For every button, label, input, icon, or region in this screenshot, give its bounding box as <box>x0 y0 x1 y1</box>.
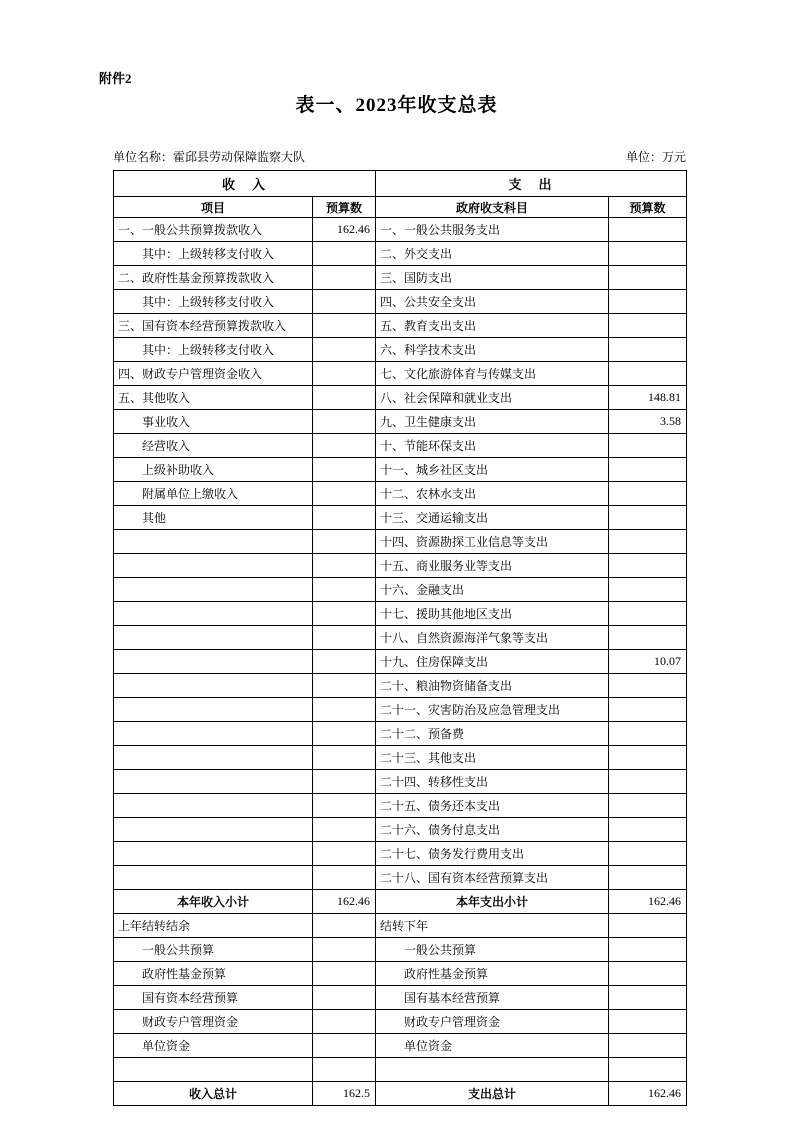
expense-item-cell: 财政专户管理资金 <box>376 1010 609 1034</box>
expense-budget-cell <box>609 722 687 746</box>
table-row <box>114 458 687 482</box>
table-row <box>114 962 687 986</box>
income-budget-cell <box>313 770 376 794</box>
meta-row <box>113 148 686 165</box>
expense-budget-cell <box>609 986 687 1010</box>
expense-item-cell: 本年支出小计 <box>376 890 609 914</box>
expense-item-cell: 七、文化旅游体育与传媒支出 <box>376 362 609 386</box>
expense-budget-cell: 162.46 <box>609 1082 687 1106</box>
income-item-cell <box>114 794 313 818</box>
income-budget-cell <box>313 386 376 410</box>
expense-item-cell <box>376 1058 609 1082</box>
table-row <box>114 818 687 842</box>
income-item-cell <box>114 866 313 890</box>
income-budget-cell <box>313 242 376 266</box>
income-item-cell: 财政专户管理资金 <box>114 1010 313 1034</box>
income-item-column-header: 项目 <box>114 197 313 218</box>
expense-budget-cell <box>609 242 687 266</box>
expense-budget-cell <box>609 674 687 698</box>
expense-budget-cell <box>609 530 687 554</box>
income-item-cell <box>114 674 313 698</box>
expense-item-cell: 政府性基金预算 <box>376 962 609 986</box>
income-budget-cell <box>313 458 376 482</box>
expense-item-cell: 一、一般公共服务支出 <box>376 218 609 242</box>
table-row <box>114 626 687 650</box>
income-budget-cell <box>313 938 376 962</box>
table-row <box>114 938 687 962</box>
expense-budget-cell <box>609 866 687 890</box>
expense-budget-cell <box>609 794 687 818</box>
expense-item-cell: 二十、粮油物资储备支出 <box>376 674 609 698</box>
table-row <box>114 1010 687 1034</box>
table-row <box>114 314 687 338</box>
income-item-cell: 事业收入 <box>114 410 313 434</box>
income-budget-cell <box>313 1034 376 1058</box>
income-item-cell: 五、其他收入 <box>114 386 313 410</box>
income-item-cell <box>114 722 313 746</box>
income-item-cell: 经营收入 <box>114 434 313 458</box>
expense-item-cell: 九、卫生健康支出 <box>376 410 609 434</box>
expense-item-cell: 二十三、其他支出 <box>376 746 609 770</box>
income-item-cell <box>114 578 313 602</box>
income-section-header: 收 入 <box>114 171 376 197</box>
income-item-cell <box>114 602 313 626</box>
expense-item-cell: 十四、资源勘探工业信息等支出 <box>376 530 609 554</box>
income-budget-cell <box>313 842 376 866</box>
expense-item-cell: 十、节能环保支出 <box>376 434 609 458</box>
expense-item-cell: 二十二、预备费 <box>376 722 609 746</box>
expense-budget-cell <box>609 434 687 458</box>
table-row <box>114 794 687 818</box>
expense-budget-cell: 148.81 <box>609 386 687 410</box>
table-row <box>114 866 687 890</box>
income-budget-cell: 162.46 <box>313 218 376 242</box>
income-budget-cell <box>313 962 376 986</box>
table-row <box>114 530 687 554</box>
expense-item-cell: 十七、援助其他地区支出 <box>376 602 609 626</box>
income-budget-cell <box>313 722 376 746</box>
expense-budget-cell <box>609 338 687 362</box>
expense-budget-cell <box>609 746 687 770</box>
income-budget-cell <box>313 1010 376 1034</box>
income-item-cell: 二、政府性基金预算拨款收入 <box>114 266 313 290</box>
expense-budget-cell <box>609 554 687 578</box>
income-item-cell: 上年结转结余 <box>114 914 313 938</box>
table-row <box>114 578 687 602</box>
expense-budget-cell <box>609 914 687 938</box>
expense-item-cell: 三、国防支出 <box>376 266 609 290</box>
income-budget-cell <box>313 482 376 506</box>
income-budget-cell <box>313 410 376 434</box>
expense-item-cell: 二十七、债务发行费用支出 <box>376 842 609 866</box>
income-item-cell <box>114 650 313 674</box>
income-budget-cell <box>313 866 376 890</box>
expense-budget-cell <box>609 938 687 962</box>
expense-budget-cell <box>609 266 687 290</box>
table-row <box>114 410 687 434</box>
expense-budget-cell <box>609 602 687 626</box>
expense-budget-cell <box>609 818 687 842</box>
expense-item-cell: 五、教育支出支出 <box>376 314 609 338</box>
table-row <box>114 1034 687 1058</box>
expense-budget-cell <box>609 482 687 506</box>
table-row <box>114 722 687 746</box>
column-header-row <box>114 197 687 218</box>
table-row <box>114 554 687 578</box>
expense-item-cell: 二、外交支出 <box>376 242 609 266</box>
expense-section-header: 支 出 <box>376 171 687 197</box>
expense-item-cell: 四、公共安全支出 <box>376 290 609 314</box>
expense-budget-cell <box>609 314 687 338</box>
income-item-cell: 其中：上级转移支付收入 <box>114 338 313 362</box>
expense-item-cell: 二十四、转移性支出 <box>376 770 609 794</box>
income-item-cell <box>114 770 313 794</box>
expense-budget-cell <box>609 962 687 986</box>
income-item-cell <box>114 698 313 722</box>
income-budget-cell <box>313 818 376 842</box>
income-item-cell: 本年收入小计 <box>114 890 313 914</box>
income-budget-cell <box>313 626 376 650</box>
income-item-cell: 一、一般公共预算拨款收入 <box>114 218 313 242</box>
table-row <box>114 242 687 266</box>
expense-item-cell: 二十五、债务还本支出 <box>376 794 609 818</box>
expense-item-cell: 一般公共预算 <box>376 938 609 962</box>
income-budget-cell <box>313 530 376 554</box>
expense-item-cell: 十二、农林水支出 <box>376 482 609 506</box>
expense-item-cell: 结转下年 <box>376 914 609 938</box>
income-budget-cell <box>313 338 376 362</box>
expense-item-column-header: 政府收支科目 <box>376 197 609 218</box>
expense-item-cell: 支出总计 <box>376 1082 609 1106</box>
income-budget-cell <box>313 914 376 938</box>
income-budget-cell <box>313 602 376 626</box>
expense-budget-cell <box>609 842 687 866</box>
expense-item-cell: 十六、金融支出 <box>376 578 609 602</box>
expense-budget-cell: 162.46 <box>609 890 687 914</box>
income-budget-cell <box>313 290 376 314</box>
table-row <box>114 914 687 938</box>
expense-budget-cell <box>609 506 687 530</box>
expense-item-cell: 十五、商业服务业等支出 <box>376 554 609 578</box>
expense-budget-cell <box>609 578 687 602</box>
income-item-cell <box>114 626 313 650</box>
income-item-cell <box>114 554 313 578</box>
expense-budget-cell <box>609 1034 687 1058</box>
income-item-cell <box>114 746 313 770</box>
income-item-cell: 收入总计 <box>114 1082 313 1106</box>
table-body <box>114 218 687 1106</box>
expense-item-cell: 二十八、国有资本经营预算支出 <box>376 866 609 890</box>
table-row <box>114 674 687 698</box>
table-row <box>114 602 687 626</box>
table-row <box>114 770 687 794</box>
income-item-cell <box>114 842 313 866</box>
table-row <box>114 890 687 914</box>
income-item-cell: 三、国有资本经营预算拨款收入 <box>114 314 313 338</box>
section-header-row <box>114 171 687 197</box>
table-row <box>114 218 687 242</box>
expense-budget-cell <box>609 1010 687 1034</box>
income-budget-cell: 162.5 <box>313 1082 376 1106</box>
expense-item-cell: 六、科学技术支出 <box>376 338 609 362</box>
income-budget-cell <box>313 674 376 698</box>
income-item-cell: 其中：上级转移支付收入 <box>114 290 313 314</box>
income-item-cell: 一般公共预算 <box>114 938 313 962</box>
income-budget-cell <box>313 314 376 338</box>
expense-budget-cell <box>609 626 687 650</box>
income-item-cell <box>114 818 313 842</box>
table-row <box>114 290 687 314</box>
expense-item-cell: 单位资金 <box>376 1034 609 1058</box>
income-budget-cell <box>313 506 376 530</box>
expense-budget-cell <box>609 290 687 314</box>
income-item-cell: 政府性基金预算 <box>114 962 313 986</box>
table-row <box>114 698 687 722</box>
income-budget-cell: 162.46 <box>313 890 376 914</box>
table-row <box>114 266 687 290</box>
income-budget-cell <box>313 578 376 602</box>
income-item-cell: 上级补助收入 <box>114 458 313 482</box>
unit-name-label: 单位名称：霍邱县劳动保障监察大队 <box>113 150 306 164</box>
table-row <box>114 1082 687 1106</box>
expense-item-cell: 二十一、灾害防治及应急管理支出 <box>376 698 609 722</box>
income-budget-cell <box>313 746 376 770</box>
income-budget-cell <box>313 434 376 458</box>
table-row <box>114 434 687 458</box>
income-budget-cell <box>313 650 376 674</box>
expense-item-cell: 国有基本经营预算 <box>376 986 609 1010</box>
income-item-cell: 国有资本经营预算 <box>114 986 313 1010</box>
expense-item-cell: 十八、自然资源海洋气象等支出 <box>376 626 609 650</box>
table-row <box>114 986 687 1010</box>
income-budget-cell <box>313 1058 376 1082</box>
income-item-cell <box>114 530 313 554</box>
income-item-cell: 其中：上级转移支付收入 <box>114 242 313 266</box>
expense-budget-cell: 3.58 <box>609 410 687 434</box>
page-title: 表一、2023年收支总表 <box>295 95 498 116</box>
income-budget-cell <box>313 698 376 722</box>
table-row <box>114 482 687 506</box>
expense-budget-cell <box>609 770 687 794</box>
income-item-cell: 其他 <box>114 506 313 530</box>
expense-item-cell: 八、社会保障和就业支出 <box>376 386 609 410</box>
expense-budget-column-header: 预算数 <box>609 197 687 218</box>
currency-unit-label: 单位：万元 <box>625 150 686 164</box>
expense-budget-cell <box>609 1058 687 1082</box>
budget-table <box>113 170 687 1106</box>
expense-budget-cell <box>609 362 687 386</box>
attachment-label: 附件2 <box>99 71 132 86</box>
income-item-cell <box>114 1058 313 1082</box>
income-budget-cell <box>313 266 376 290</box>
income-budget-cell <box>313 554 376 578</box>
table-row <box>114 362 687 386</box>
table-row <box>114 506 687 530</box>
income-item-cell: 单位资金 <box>114 1034 313 1058</box>
table-row <box>114 386 687 410</box>
income-budget-cell <box>313 986 376 1010</box>
expense-item-cell: 十一、城乡社区支出 <box>376 458 609 482</box>
income-item-cell: 四、财政专户管理资金收入 <box>114 362 313 386</box>
expense-budget-cell <box>609 698 687 722</box>
income-budget-column-header: 预算数 <box>313 197 376 218</box>
income-budget-cell <box>313 362 376 386</box>
table-row <box>114 650 687 674</box>
expense-budget-cell <box>609 218 687 242</box>
table-row <box>114 842 687 866</box>
table-row <box>114 746 687 770</box>
income-budget-cell <box>313 794 376 818</box>
table-row <box>114 338 687 362</box>
expense-budget-cell <box>609 458 687 482</box>
expense-budget-cell: 10.07 <box>609 650 687 674</box>
expense-item-cell: 十九、住房保障支出 <box>376 650 609 674</box>
expense-item-cell: 二十六、债务付息支出 <box>376 818 609 842</box>
table-row <box>114 1058 687 1082</box>
income-item-cell: 附属单位上缴收入 <box>114 482 313 506</box>
expense-item-cell: 十三、交通运输支出 <box>376 506 609 530</box>
